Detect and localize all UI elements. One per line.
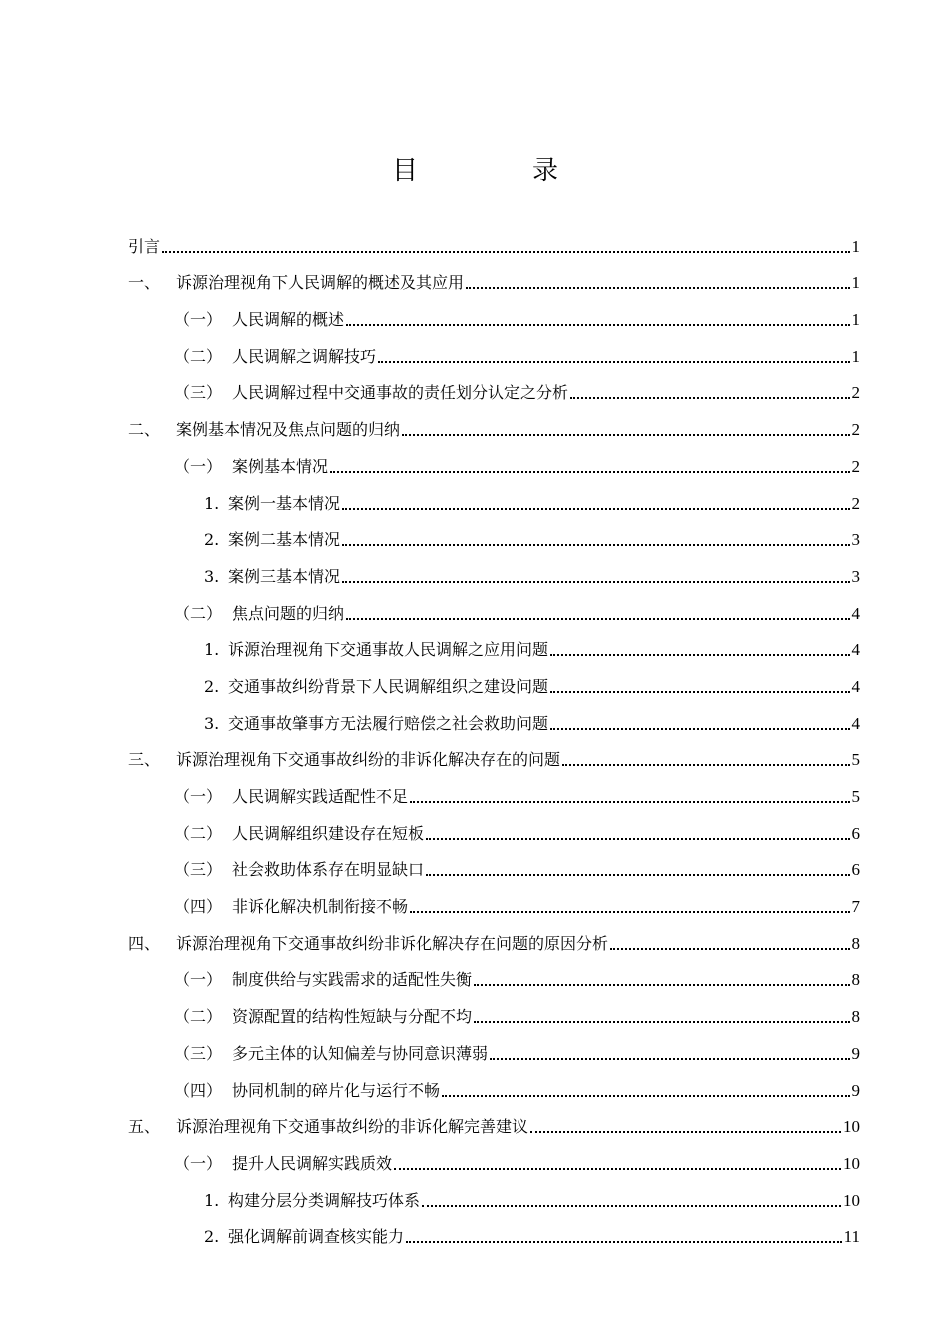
toc-entry[interactable]	[128, 660, 860, 697]
toc-entry-label: 制度供给与实践需求的适配性失衡	[232, 970, 473, 990]
toc-entry-page-number: 9	[851, 1080, 860, 1100]
toc-entry-label: 交通事故肇事方无法履行赔偿之社会救助问题	[228, 713, 549, 733]
dot-leader	[330, 471, 849, 473]
toc-entry-label: 诉源治理视角下交通事故纠纷非诉化解决存在问题的原因分析	[176, 933, 609, 953]
dot-leader	[394, 1168, 841, 1170]
toc-entry-label: 人民调解之调解技巧	[232, 346, 377, 366]
toc-entry-number: 五、	[128, 1117, 161, 1137]
toc-entry-page-number: 8	[851, 933, 860, 953]
toc-entry[interactable]	[128, 514, 860, 551]
toc-entry[interactable]	[128, 220, 860, 257]
toc-entry-page-number: 1	[851, 346, 860, 366]
dot-leader	[562, 764, 849, 766]
dot-leader	[342, 508, 849, 510]
toc-entry[interactable]	[128, 1211, 860, 1248]
toc-entry[interactable]	[128, 954, 860, 991]
toc-entry-number: （三）	[174, 383, 223, 403]
toc-entry-number: （二）	[174, 823, 223, 843]
toc-entry-label: 案例基本情况	[232, 456, 329, 476]
toc-entry[interactable]	[128, 697, 860, 734]
toc-entry[interactable]	[128, 330, 860, 367]
toc-entry[interactable]	[128, 1027, 860, 1064]
toc-entry-label: 引言	[128, 236, 161, 256]
dot-leader	[466, 287, 849, 289]
toc-entry-label: 多元主体的认知偏差与协同意识薄弱	[232, 1043, 489, 1063]
toc-entry-page-number: 2	[851, 493, 860, 513]
toc-entry-page-number: 2	[851, 383, 860, 403]
dot-leader	[410, 911, 849, 913]
dot-leader	[422, 1205, 841, 1207]
toc-entry-page-number: 9	[851, 1043, 860, 1063]
toc-entry-page-number: 5	[851, 787, 860, 806]
toc-entry-number: （一）	[174, 1153, 223, 1173]
toc-entry[interactable]	[128, 1137, 860, 1174]
toc-entry-label: 诉源治理视角下人民调解的概述及其应用	[176, 273, 465, 293]
toc-entry-page-number: 3	[851, 566, 860, 586]
toc-entry-number: （二）	[174, 346, 223, 366]
toc-entry[interactable]	[128, 293, 860, 330]
toc-entry-label: 诉源治理视角下交通事故纠纷的非诉化解完善建议	[176, 1117, 529, 1137]
toc-entry-page-number: 11	[843, 1227, 860, 1247]
dot-leader	[406, 1241, 842, 1243]
dot-leader	[474, 1021, 849, 1023]
toc-entry-label: 非诉化解决机制衔接不畅	[232, 897, 409, 917]
toc-entry-number: （一）	[174, 456, 223, 476]
toc-entry-label: 案例基本情况及焦点问题的归纳	[176, 420, 401, 440]
toc-entry-page-number: 5	[851, 750, 860, 770]
toc-entry-label: 人民调解实践适配性不足	[232, 787, 409, 806]
toc-entry[interactable]	[128, 624, 860, 661]
toc-entry-page-number: 4	[851, 603, 860, 623]
toc-entry-number: （四）	[174, 897, 223, 917]
toc-entry-label: 构建分层分类调解技巧体系	[228, 1190, 421, 1210]
toc-entry[interactable]	[128, 477, 860, 514]
dot-leader	[410, 801, 849, 803]
toc-entry-page-number: 10	[843, 1190, 860, 1210]
toc-entry-page-number: 8	[851, 1007, 860, 1027]
dot-leader	[550, 728, 849, 730]
toc-entry[interactable]	[128, 770, 860, 807]
toc-entry-number: 2.	[204, 676, 220, 696]
toc-entry-page-number: 2	[851, 456, 860, 476]
dot-leader	[570, 397, 849, 399]
toc-entry[interactable]	[128, 844, 860, 881]
dot-leader	[426, 874, 849, 876]
dot-leader	[610, 948, 849, 950]
toc-entry[interactable]	[128, 367, 860, 404]
dot-leader	[426, 838, 849, 840]
toc-entry-number: （四）	[174, 1080, 223, 1100]
dot-leader	[490, 1058, 849, 1060]
toc-entry[interactable]	[128, 917, 860, 954]
toc-entry-number: （三）	[174, 1043, 223, 1063]
dot-leader	[550, 654, 849, 656]
toc-entry-page-number: 1	[851, 236, 860, 256]
dot-leader	[474, 984, 849, 986]
toc-entry-number: （一）	[174, 787, 223, 806]
toc-entry-page-number: 8	[851, 970, 860, 990]
toc-entry-label: 社会救助体系存在明显缺口	[232, 860, 425, 880]
toc-entry-number: 2.	[204, 1227, 220, 1247]
toc-entry[interactable]	[128, 1101, 860, 1138]
toc-entry-number: 3.	[204, 566, 220, 586]
toc-entry-label: 人民调解过程中交通事故的责任划分认定之分析	[232, 383, 569, 403]
toc-entry-number: 1.	[204, 493, 220, 513]
toc-entry-label: 强化调解前调查核实能力	[228, 1227, 405, 1247]
toc-entry-page-number: 1	[851, 273, 860, 293]
toc-entry-number: （一）	[174, 310, 223, 330]
toc-entry-page-number: 2	[851, 420, 860, 440]
toc-entry[interactable]	[128, 807, 860, 844]
toc-entry-label: 资源配置的结构性短缺与分配不均	[232, 1007, 473, 1027]
dot-leader	[346, 618, 849, 620]
toc-title: 目 录	[391, 156, 602, 186]
toc-entry-number: 三、	[128, 750, 161, 770]
toc-entry-label: 交通事故纠纷背景下人民调解组织之建设问题	[228, 676, 549, 696]
toc-entry-label: 诉源治理视角下交通事故纠纷的非诉化解决存在的问题	[176, 750, 561, 770]
toc-entry[interactable]	[128, 990, 860, 1027]
toc-entry-number: （二）	[174, 603, 223, 623]
toc-entry-number: 1.	[204, 1190, 220, 1210]
toc-entry-page-number: 3	[851, 530, 860, 550]
dot-leader	[342, 581, 849, 583]
toc-entry-page-number: 6	[851, 860, 860, 880]
toc-entry-number: （二）	[174, 1007, 223, 1027]
toc-entry[interactable]	[128, 440, 860, 477]
toc-entry[interactable]	[128, 550, 860, 587]
toc-entry-label: 案例二基本情况	[228, 530, 341, 550]
dot-leader	[162, 251, 849, 253]
toc-entry[interactable]	[128, 734, 860, 771]
toc-entry-number: 四、	[128, 933, 161, 953]
dot-leader	[346, 324, 849, 326]
dot-leader	[442, 1095, 849, 1097]
toc-entry-page-number: 4	[851, 640, 860, 660]
toc-entry-number: （一）	[174, 970, 223, 990]
dot-leader	[550, 691, 849, 693]
toc-entry-number: 2.	[204, 530, 220, 550]
toc-entry[interactable]	[128, 587, 860, 624]
dot-leader	[342, 544, 849, 546]
dot-leader	[378, 361, 849, 363]
toc-entry-label: 人民调解的概述	[232, 310, 345, 330]
toc-entry-number: 1.	[204, 640, 220, 660]
toc-entry-page-number: 1	[851, 310, 860, 330]
toc-entry-page-number: 10	[843, 1153, 860, 1173]
toc-entry-page-number: 10	[843, 1117, 860, 1137]
toc-entry-page-number: 7	[851, 897, 860, 917]
dot-leader	[530, 1131, 841, 1133]
table-of-contents	[128, 220, 860, 1247]
toc-entry[interactable]	[128, 257, 860, 294]
toc-entry[interactable]	[128, 1064, 860, 1101]
toc-entry-number: （三）	[174, 860, 223, 880]
dot-leader	[402, 434, 849, 436]
toc-entry-label: 焦点问题的归纳	[232, 603, 345, 623]
toc-entry-page-number: 4	[851, 676, 860, 696]
toc-entry-label: 提升人民调解实践质效	[232, 1153, 393, 1173]
toc-entry[interactable]	[128, 403, 860, 440]
toc-entry[interactable]	[128, 880, 860, 917]
toc-entry-label: 诉源治理视角下交通事故人民调解之应用问题	[228, 640, 549, 660]
toc-entry-page-number: 6	[851, 823, 860, 843]
toc-entry[interactable]	[128, 1174, 860, 1211]
toc-entry-label: 案例一基本情况	[228, 493, 341, 513]
toc-entry-number: 二、	[128, 420, 161, 440]
toc-entry-page-number: 4	[851, 713, 860, 733]
toc-entry-number: 一、	[128, 273, 161, 293]
toc-entry-number: 3.	[204, 713, 220, 733]
toc-entry-label: 人民调解组织建设存在短板	[232, 823, 425, 843]
toc-entry-label: 案例三基本情况	[228, 566, 341, 586]
toc-entry-label: 协同机制的碎片化与运行不畅	[232, 1080, 441, 1100]
